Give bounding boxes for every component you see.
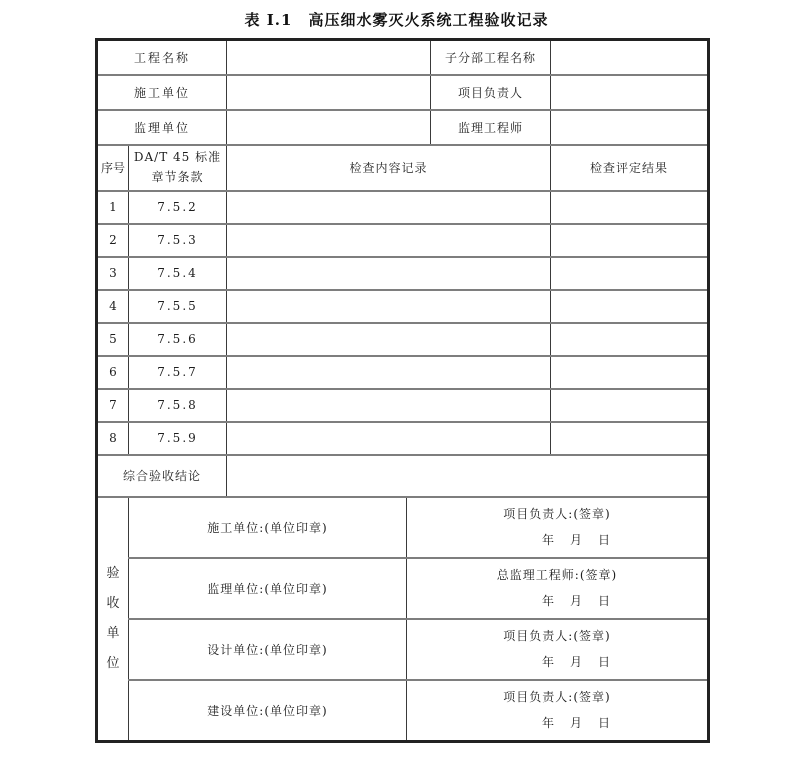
check-row-5 [97, 323, 709, 356]
construction-unit-seal-label: 施工单位:(单位印章) [129, 497, 407, 558]
project-leader-label: 项目负责人 [431, 75, 551, 110]
row-no: 3 [97, 257, 129, 290]
owner-sign-cell [407, 680, 709, 742]
row-no: 7 [97, 389, 129, 422]
construction-signer-label: 项目负责人:(签章) [503, 506, 611, 521]
row-clause: 7.5.5 [129, 290, 227, 323]
accept-row-construction [97, 497, 709, 558]
row-content [227, 323, 551, 356]
row-result [551, 389, 709, 422]
design-signer-label: 项目负责人:(签章) [503, 628, 611, 643]
check-row-6 [97, 356, 709, 389]
col-header-no: 序号 [97, 145, 129, 191]
check-row-3 [97, 257, 709, 290]
row-content [227, 224, 551, 257]
col-header-clause [129, 145, 227, 191]
info-row-project [97, 40, 709, 75]
row-result [551, 356, 709, 389]
supervision-unit-value [227, 110, 431, 145]
page-title: 表 I.1 高压细水雾灭火系统工程验收记录 [244, 11, 549, 29]
row-clause: 7.5.3 [129, 224, 227, 257]
row-no: 6 [97, 356, 129, 389]
row-content [227, 290, 551, 323]
owner-date-label: 年 月 日 [542, 715, 613, 730]
acceptance-record-table [95, 38, 710, 743]
row-content [227, 257, 551, 290]
owner-signer-label: 项目负责人:(签章) [503, 689, 611, 704]
summary-label: 综合验收结论 [97, 455, 227, 497]
row-no: 5 [97, 323, 129, 356]
check-row-4 [97, 290, 709, 323]
construction-unit-label: 施工单位 [97, 75, 227, 110]
row-result [551, 257, 709, 290]
supervision-engineer-label: 监理工程师 [431, 110, 551, 145]
supervision-sign-cell [407, 558, 709, 619]
row-clause: 7.5.8 [129, 389, 227, 422]
check-row-1 [97, 191, 709, 224]
sub-project-name-value [551, 40, 709, 75]
summary-row [97, 455, 709, 497]
row-result [551, 422, 709, 455]
col-header-result: 检查评定结果 [551, 145, 709, 191]
accept-row-owner [97, 680, 709, 742]
row-clause: 7.5.7 [129, 356, 227, 389]
supervision-unit-seal-label: 监理单位:(单位印章) [129, 558, 407, 619]
summary-value [227, 455, 709, 497]
accept-row-design [97, 619, 709, 680]
accept-row-supervision [97, 558, 709, 619]
row-no: 1 [97, 191, 129, 224]
row-no: 4 [97, 290, 129, 323]
row-clause: 7.5.2 [129, 191, 227, 224]
row-clause: 7.5.4 [129, 257, 227, 290]
row-content [227, 389, 551, 422]
row-clause: 7.5.9 [129, 422, 227, 455]
row-content [227, 191, 551, 224]
design-sign-cell [407, 619, 709, 680]
construction-date-label: 年 月 日 [542, 532, 613, 547]
row-no: 8 [97, 422, 129, 455]
info-row-construction [97, 75, 709, 110]
row-content [227, 422, 551, 455]
row-no: 2 [97, 224, 129, 257]
col-header-clause-line1: DA/T 45 标准 [133, 150, 222, 165]
row-result [551, 224, 709, 257]
row-result [551, 191, 709, 224]
owner-unit-seal-label: 建设单位:(单位印章) [129, 680, 407, 742]
acceptance-group-label-text: 验收单位 [106, 565, 120, 671]
construction-unit-value [227, 75, 431, 110]
acceptance-group-label [97, 497, 129, 742]
supervision-engineer-value [551, 110, 709, 145]
check-row-8 [97, 422, 709, 455]
supervision-date-label: 年 月 日 [542, 593, 613, 608]
design-unit-seal-label: 设计单位:(单位印章) [129, 619, 407, 680]
check-row-2 [97, 224, 709, 257]
project-leader-value [551, 75, 709, 110]
construction-sign-cell [407, 497, 709, 558]
supervision-unit-label: 监理单位 [97, 110, 227, 145]
design-date-label: 年 月 日 [542, 654, 613, 669]
info-row-supervision [97, 110, 709, 145]
check-row-7 [97, 389, 709, 422]
row-result [551, 290, 709, 323]
project-name-value [227, 40, 431, 75]
row-result [551, 323, 709, 356]
col-header-clause-line2: 章节条款 [151, 169, 204, 184]
row-content [227, 356, 551, 389]
supervision-signer-label: 总监理工程师:(签章) [496, 567, 618, 582]
col-header-content: 检查内容记录 [227, 145, 551, 191]
checklist-header-row [97, 145, 709, 191]
project-name-label: 工程名称 [97, 40, 227, 75]
row-clause: 7.5.6 [129, 323, 227, 356]
sub-project-name-label: 子分部工程名称 [431, 40, 551, 75]
